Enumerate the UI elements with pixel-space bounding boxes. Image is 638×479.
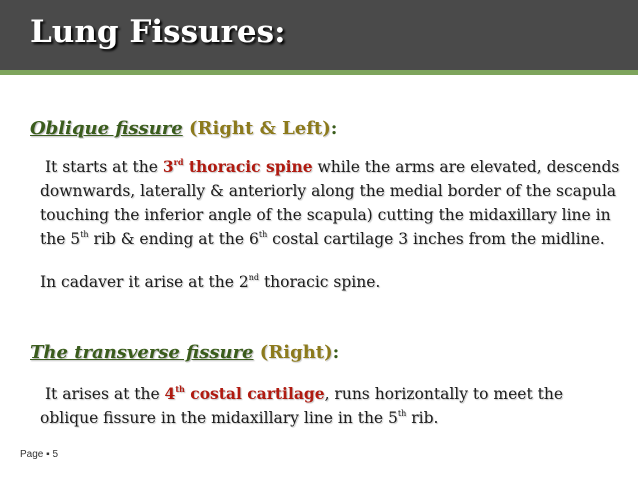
ordinal-number: 4 <box>164 384 176 403</box>
cadaver-line <box>40 270 625 294</box>
transverse-fissure-paragraph <box>40 382 625 430</box>
oblique-fissure-heading <box>30 118 337 139</box>
slide-title: Lung Fissures: <box>30 14 286 50</box>
oblique-fissure-paragraph <box>40 155 625 251</box>
highlight-text: costal cartilage <box>184 384 325 403</box>
ordinal-suffix: th <box>175 384 185 394</box>
oblique-line-1 <box>40 155 625 179</box>
oblique-fissure-qualifier: (Right & Left) <box>189 118 331 139</box>
text-span: It arises at the <box>44 385 165 403</box>
text-span: In cadaver it arise at the 2 <box>40 273 249 291</box>
accent-band <box>0 70 638 75</box>
text-span: while the arms are elevated, descends <box>312 158 620 176</box>
ordinal-suffix: th <box>397 409 407 418</box>
oblique-line-2: downwards, laterally & anteriorly along the medial border of the scapula <box>40 182 617 200</box>
transverse-fissure-qualifier: (Right) <box>259 342 333 363</box>
text-span: the 5 <box>40 230 81 248</box>
title-bar <box>0 0 638 70</box>
page-number: Page ▪ 5 <box>20 449 59 460</box>
ordinal-suffix: th <box>80 230 89 239</box>
transverse-fissure-colon: : <box>332 342 340 363</box>
transverse-fissure-title: The transverse fissure <box>30 342 254 363</box>
text-span: oblique fissure in the midaxillary line in the 5 <box>40 409 398 427</box>
text-span: rib & ending at the 6 <box>88 230 259 248</box>
ordinal-suffix: nd <box>248 273 260 282</box>
transverse-line-2 <box>40 406 625 430</box>
text-span: rib. <box>406 409 439 427</box>
ordinal-suffix: rd <box>173 157 184 167</box>
ordinal-number: 3 <box>162 157 174 176</box>
oblique-line-4 <box>40 227 625 251</box>
text-span: thoracic spine. <box>259 273 381 291</box>
text-span: costal cartilage 3 inches from the midline. <box>267 230 605 248</box>
oblique-line-3: touching the inferior angle of the scapula) cutting the midaxillary line in <box>40 206 611 224</box>
transverse-line-1 <box>40 382 625 406</box>
oblique-fissure-colon: : <box>330 118 338 139</box>
oblique-fissure-title: Oblique fissure <box>30 118 183 139</box>
cadaver-paragraph <box>40 270 625 294</box>
ordinal-suffix: th <box>258 230 268 239</box>
text-span: , runs horizontally to meet the <box>324 385 563 403</box>
transverse-fissure-heading <box>30 342 339 363</box>
highlight-text: thoracic spine <box>183 157 313 176</box>
text-span: It starts at the <box>44 158 163 176</box>
